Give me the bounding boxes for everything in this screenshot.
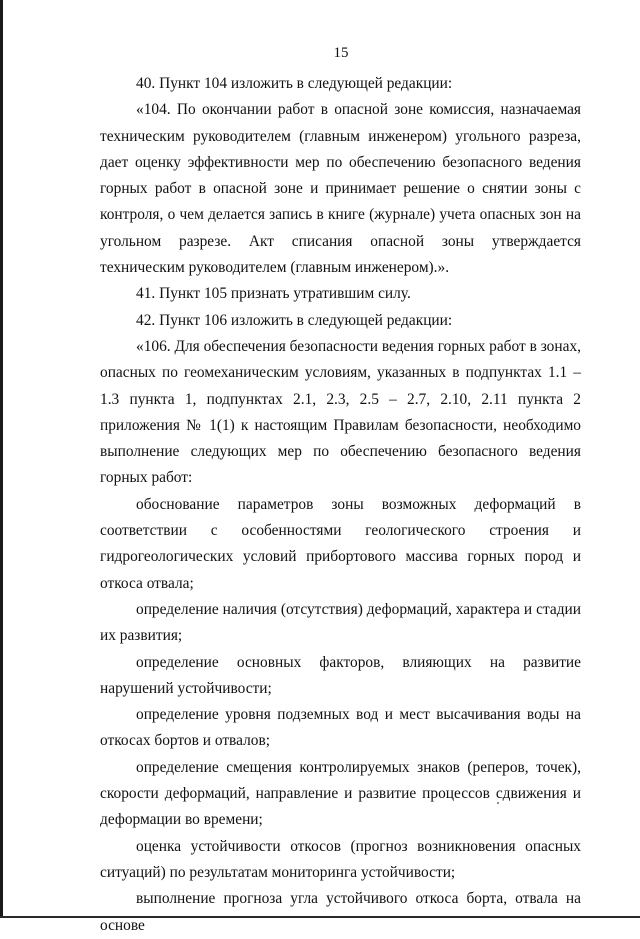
list-item-marker-displacement: определение смещения контролируемых знаков (реперов, точек), скорости деформаций, направление и развитие процессов сдвижения и деформации во времени;	[100, 758, 581, 829]
list-item-deformation-presence: определение наличия (отсутствия) деформаций, характера и стадии их развития;	[100, 600, 581, 645]
scan-speck	[497, 802, 499, 804]
paragraph-point-106-text: «106. Для обеспечения безопасности ведения горных работ в зонах, опасных по геомеханическим условиям, указанных в подпунктах 1.1 – 1.3 пункта 1, подпунктах 2.1, 2.3, 2.5 – 2.7, 2.10, 2.11 пункта 2 приложения № 1(1) к настоящим Правилам безопасности, необходимо выполнение следующих мер по обеспечению безопасного ведения горных работ:	[100, 337, 581, 487]
list-item-deformation-zone: обоснование параметров зоны возможных деформаций в соответствии с особенностями геологического строения и гидрогеологических условий прибортового массива горных пород и откоса отвала;	[100, 495, 581, 592]
list-item-main-factors: определение основных факторов, влияющих на развитие нарушений устойчивости;	[100, 653, 581, 697]
list-item-groundwater-level: определение уровня подземных вод и мест высачивания воды на откосах бортов и отвалов;	[100, 706, 581, 750]
page-number: 15	[333, 45, 349, 61]
paragraph-item-41: 41. Пункт 105 признать утратившим силу.	[136, 285, 411, 303]
paragraph-item-42: 42. Пункт 106 изложить в следующей редакции:	[136, 311, 453, 329]
list-item-slope-angle-forecast: выполнение прогноза угла устойчивого откоса борта, отвала на основе	[100, 890, 581, 934]
list-item-slope-stability: оценка устойчивости откосов (прогноз возникновения опасных ситуаций) по результатам мониторинга устойчивости;	[100, 837, 581, 881]
paragraph-item-40: 40. Пункт 104 изложить в следующей редакции:	[136, 75, 453, 92]
document-body	[100, 71, 581, 939]
paragraph-point-104-text: «104. По окончании работ в опасной зоне комиссия, назначаемая техническим руководителем (главным инженером) угольного разреза, дает оценку эффективности мер по обеспечению безопасного ведения горных работ в опасной зоне и принимает решение о снятии зоны с контроля, о чем делается запись в книге (журнале) учета опасных зон на угольном разрезе. Акт списания опасной зоны утверждается техническим руководителем (главным инженером).».	[100, 101, 581, 277]
scan-edge-left	[0, 0, 3, 918]
